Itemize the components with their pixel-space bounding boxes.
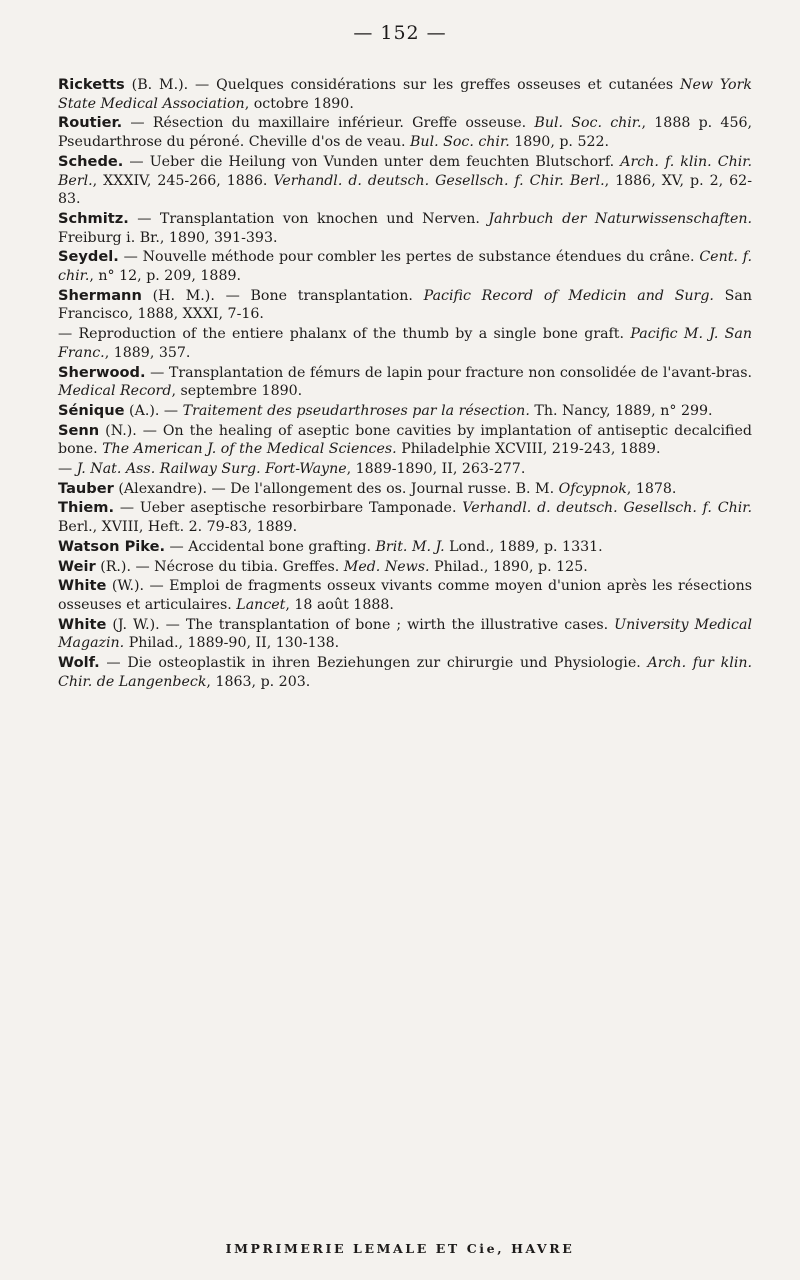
entry-text: , 1889, 357. <box>104 344 191 361</box>
entry-text: Philad., 1889-90, II, 130-138. <box>124 635 340 652</box>
entry-text: Freiburg i. Br., 1890, 391-393. <box>58 229 278 246</box>
entry-source-italic: Pacific M. J. San Franc. <box>58 326 752 361</box>
entry-text: , 18 août 1888. <box>285 596 394 613</box>
entry-text: — Accidental bone grafting. <box>165 538 376 555</box>
bibliography-entry <box>58 460 752 479</box>
bibliography-entry <box>58 210 752 247</box>
entry-source-italic: Medical Record <box>58 383 172 400</box>
entry-author: Schmitz. <box>58 209 129 227</box>
entry-text: — Transplantation de fémurs de lapin pour fracture non consolidée de l'avant-bras. <box>145 364 752 381</box>
bibliography-list <box>58 76 752 693</box>
bibliography-entry <box>58 654 752 691</box>
entry-text: — Die osteoplastik in ihren Beziehungen zur chirurgie und Physiologie. <box>99 655 648 672</box>
bibliography-entry <box>58 287 752 324</box>
entry-text: San Francisco, 1888, XXXI, 7-16. <box>58 287 752 323</box>
entry-text: (H. M.). — Bone transplantation. <box>141 287 424 304</box>
entry-text: , 1889-1890, II, 263-277. <box>346 461 526 478</box>
entry-source-italic: Verhandl. d. deutsch. Gesellsch. f. Chir. <box>462 500 753 517</box>
entry-source-italic: Pacific Record of Medicin and Surg. <box>423 287 714 304</box>
entry-source-italic: Lancet <box>236 596 286 613</box>
entry-source-italic: The American J. of the Medical Sciences. <box>102 441 397 458</box>
entry-text: Philad., 1890, p. 125. <box>429 558 588 575</box>
entry-author: Sénique <box>58 401 125 419</box>
entry-source-italic: Brit. M. J. <box>375 538 445 555</box>
bibliography-entry <box>58 248 752 285</box>
entry-author: Thiem. <box>58 499 114 517</box>
page-number: — 152 — <box>353 22 447 44</box>
entry-source-italic: Arch. f. klin. Chir. Berl. <box>58 153 752 189</box>
entry-text: , 1863, p. 203. <box>206 673 311 690</box>
entry-text: (Alexandre). — De l'allongement des os. Journal russe. B. M. <box>113 480 559 497</box>
entry-text: (A.). — <box>124 402 183 419</box>
bibliography-entry <box>58 538 752 557</box>
entry-source-italic: New York State Medical Association <box>58 77 752 112</box>
entry-text: (J. W.). — The transplantation of bone ; wirth the illustrative cases. <box>106 616 615 633</box>
entry-author: White <box>58 577 107 595</box>
entry-author: Senn <box>58 421 100 439</box>
entry-author: Tauber <box>58 479 114 497</box>
entry-source-italic: University Medical Magazin. <box>58 616 752 652</box>
bibliography-entry <box>58 499 752 536</box>
entry-author: White <box>58 615 107 633</box>
entry-text: , 1878. <box>626 480 677 497</box>
entry-source-italic: Ofcypnok <box>558 480 627 497</box>
entry-text: , septembre 1890. <box>171 383 303 400</box>
entry-text: (W.). — Emploi de fragments osseux vivants comme moyen d'union après les résections osseuses et articulaires. <box>58 578 752 613</box>
entry-text: — Ueber die Heilung von Vunden unter dem feuchten Blutschorf. <box>123 153 621 170</box>
entry-source-italic: Bul. Soc. chir. <box>534 115 642 132</box>
entry-text: Lond., 1889, p. 1331. <box>444 538 603 555</box>
printer-imprint: IMPRIMERIE LEMALE ET Cie, HAVRE <box>225 1241 575 1256</box>
entry-text: , XXXIV, 245-266, 1886. <box>92 172 274 189</box>
entry-text: — Transplantation von knochen und Nerven. <box>128 210 489 227</box>
entry-text: , octobre 1890. <box>244 95 354 112</box>
entry-text: Berl., XVIII, Heft. 2. 79-83, 1889. <box>58 519 298 536</box>
entry-text: (R.). — Nécrose du tibia. Greffes. <box>95 558 344 575</box>
bibliography-entry <box>58 153 752 209</box>
bibliography-entry <box>58 364 752 401</box>
bibliography-entry <box>58 480 752 499</box>
bibliography-entry <box>58 616 752 653</box>
entry-text: Th. Nancy, 1889, n° 299. <box>529 402 713 419</box>
entry-source-italic: Cent. f. chir. <box>58 249 752 285</box>
bibliography-entry <box>58 76 752 113</box>
bibliography-entry <box>58 402 752 421</box>
entry-text: 1890, p. 522. <box>509 134 610 151</box>
entry-text: , 1886, XV, p. 2, 62-83. <box>58 172 752 208</box>
bibliography-entry <box>58 422 752 459</box>
entry-author: Sherwood. <box>58 363 146 381</box>
entry-author: Ricketts <box>58 76 125 93</box>
entry-source-italic: Jahrbuch der Naturwissenschaften. <box>488 210 752 227</box>
entry-source-italic: Bul. Soc. chir. <box>410 134 510 151</box>
entry-text: (N.). — On the healing of aseptic bone cavities by implantation of antiseptic decalcified bone. <box>58 422 752 458</box>
entry-author: Schede. <box>58 152 124 170</box>
entry-text: , 1888 p. 456, Pseudarthrose du péroné. Cheville d'os de veau. <box>58 115 753 151</box>
entry-source-italic: Arch. fur klin. Chir. de Langenbeck <box>58 655 753 690</box>
bibliography-entry <box>58 558 752 577</box>
entry-text: Philadelphie XCVIII, 219-243, 1889. <box>396 441 661 458</box>
entry-author: Shermann <box>58 286 142 304</box>
entry-text: (B. M.). — Quelques considérations sur les greffes osseuses et cutanées <box>124 77 681 93</box>
entry-author: Seydel. <box>58 248 119 266</box>
bibliography-entry <box>58 325 752 362</box>
entry-text: — Ueber aseptische resorbirbare Tamponade. <box>114 500 463 517</box>
entry-text: , n° 12, p. 209, 1889. <box>89 268 242 285</box>
entry-source-italic: Verhandl. d. deutsch. Gesellsch. f. Chir. Berl. <box>273 172 605 189</box>
entry-source-italic: Traitement des pseudarthroses par la résection. <box>182 402 530 419</box>
entry-author: Weir <box>58 557 96 575</box>
entry-text: — Résection du maxillaire inférieur. Greffe osseuse. <box>122 115 535 132</box>
entry-source-italic: Med. News. <box>343 558 430 575</box>
bibliography-entry <box>58 114 752 151</box>
entry-source-italic: J. Nat. Ass. Railway Surg. Fort-Wayne <box>76 461 347 478</box>
entry-text: — Reproduction of the entiere phalanx of the thumb by a single bone graft. <box>58 326 631 343</box>
entry-author: Wolf. <box>58 654 100 672</box>
entry-author: Routier. <box>58 114 123 132</box>
entry-text: — Nouvelle méthode pour combler les pertes de substance étendues du crâne. <box>118 249 700 266</box>
entry-text: — <box>58 461 77 478</box>
bibliography-entry <box>58 577 752 614</box>
entry-author: Watson Pike. <box>58 537 166 555</box>
